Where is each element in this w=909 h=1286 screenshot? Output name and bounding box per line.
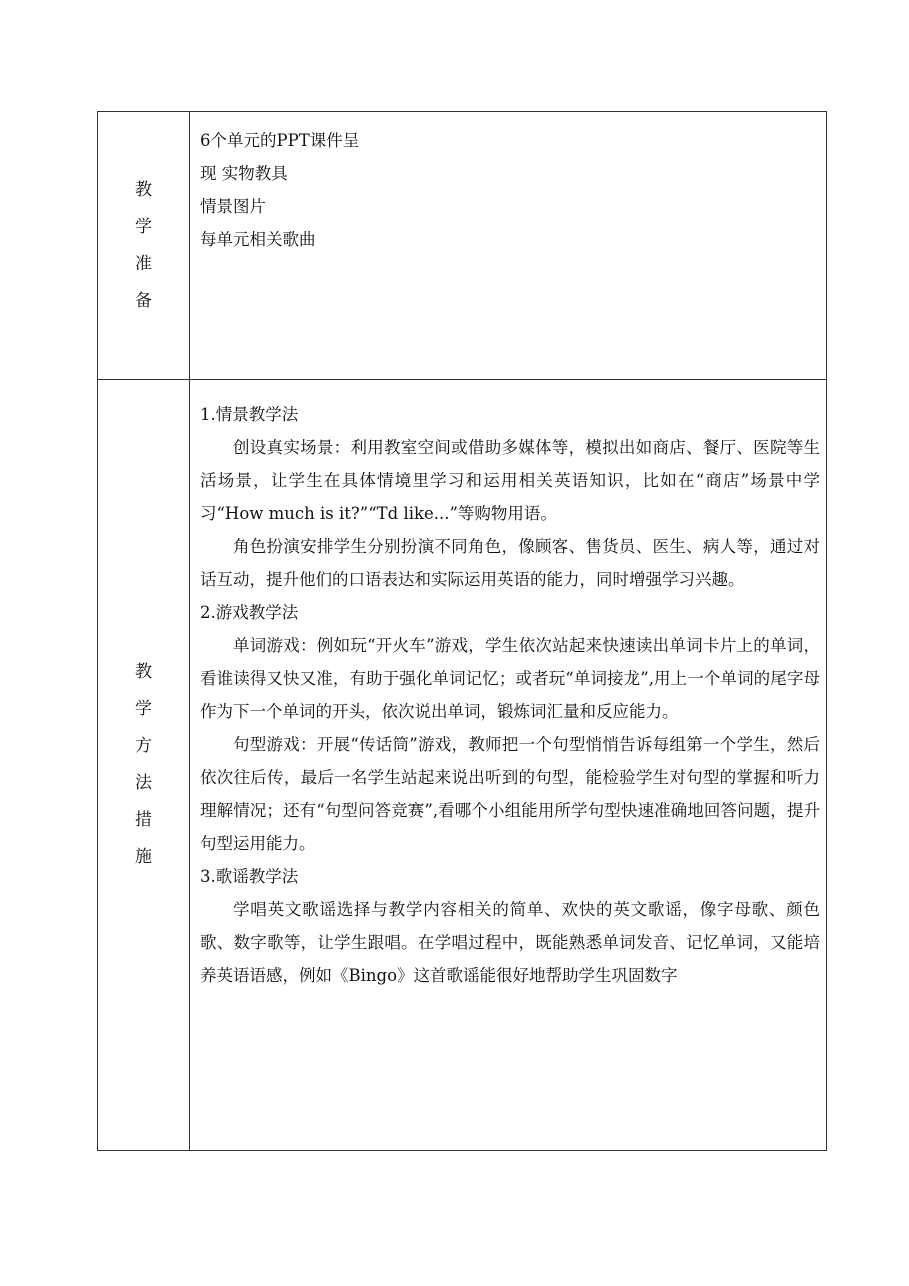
- section-paragraph: 角色扮演安排学生分别扮演不同角色，像顾客、售货员、医生、病人等，通过对话互动，提升他们的口语表达和实际运用英语的能力，同时增强学习兴趣。: [200, 537, 820, 589]
- prep-line: 6个单元的PPT课件呈: [200, 131, 360, 150]
- section-heading: 2.游戏教学法: [200, 603, 299, 622]
- label-char: 方: [135, 736, 152, 756]
- teaching-methods-content-cell: [190, 380, 827, 1151]
- label-char: 措: [135, 810, 152, 830]
- section-paragraph: 学唱英文歌谣选择与教学内容相关的简单、欢快的英文歌谣，像字母歌、颜色歌、数字歌等，让学生跟唱。在学唱过程中，既能熟悉单词发音、记忆单词，又能培养英语语感，例如《Bingo》这首歌谣能很好地帮助学生巩固数字: [200, 900, 820, 985]
- teaching-preparation-row: [98, 112, 827, 380]
- teaching-methods-label: [135, 654, 152, 876]
- teaching-methods-content: [190, 380, 826, 992]
- section-paragraph: 句型游戏：开展“传话筒”游戏，教师把一个句型悄悄告诉每组第一个学生，然后依次往后传，最后一名学生站起来说出听到的句型，能检验学生对句型的掌握和听力理解情况；还有“句型问答竞赛”,看哪个小组能用所学句型快速准确地回答问题，提升句型运用能力。: [200, 735, 820, 853]
- teaching-preparation-label-cell: [98, 112, 190, 380]
- teaching-preparation-label: [135, 172, 152, 320]
- label-char: 施: [135, 847, 152, 867]
- label-char: 学: [135, 699, 152, 719]
- label-char: 备: [135, 290, 152, 311]
- prep-line: 现 实物教具: [200, 164, 288, 183]
- label-char: 教: [135, 662, 152, 682]
- teaching-preparation-content: [190, 112, 826, 256]
- label-char: 学: [135, 216, 152, 237]
- label-char: 教: [135, 179, 152, 200]
- teaching-preparation-content-cell: [190, 112, 827, 380]
- teaching-methods-label-cell: [98, 380, 190, 1151]
- section-paragraph: 创设真实场景：利用教室空间或借助多媒体等，模拟出如商店、餐厅、医院等生活场景，让学生在具体情境里学习和运用相关英语知识，比如在“商店”场景中学习“How much is it?”“Td like...”等购物用语。: [200, 438, 820, 523]
- prep-line: 情景图片: [200, 197, 266, 216]
- section-heading: 3.歌谣教学法: [200, 867, 299, 886]
- lesson-plan-table: [97, 111, 827, 1151]
- prep-line: 每单元相关歌曲: [200, 230, 316, 249]
- label-char: 法: [135, 773, 152, 793]
- section-heading: 1.情景教学法: [200, 405, 299, 424]
- label-char: 准: [135, 253, 152, 274]
- teaching-methods-row: [98, 380, 827, 1151]
- section-paragraph: 单词游戏：例如玩“开火车”游戏，学生依次站起来快速读出单词卡片上的单词，看谁读得又快又准，有助于强化单词记忆；或者玩“单词接龙”,用上一个单词的尾字母作为下一个单词的开头，依次说出单词，锻炼词汇量和反应能力。: [200, 636, 820, 721]
